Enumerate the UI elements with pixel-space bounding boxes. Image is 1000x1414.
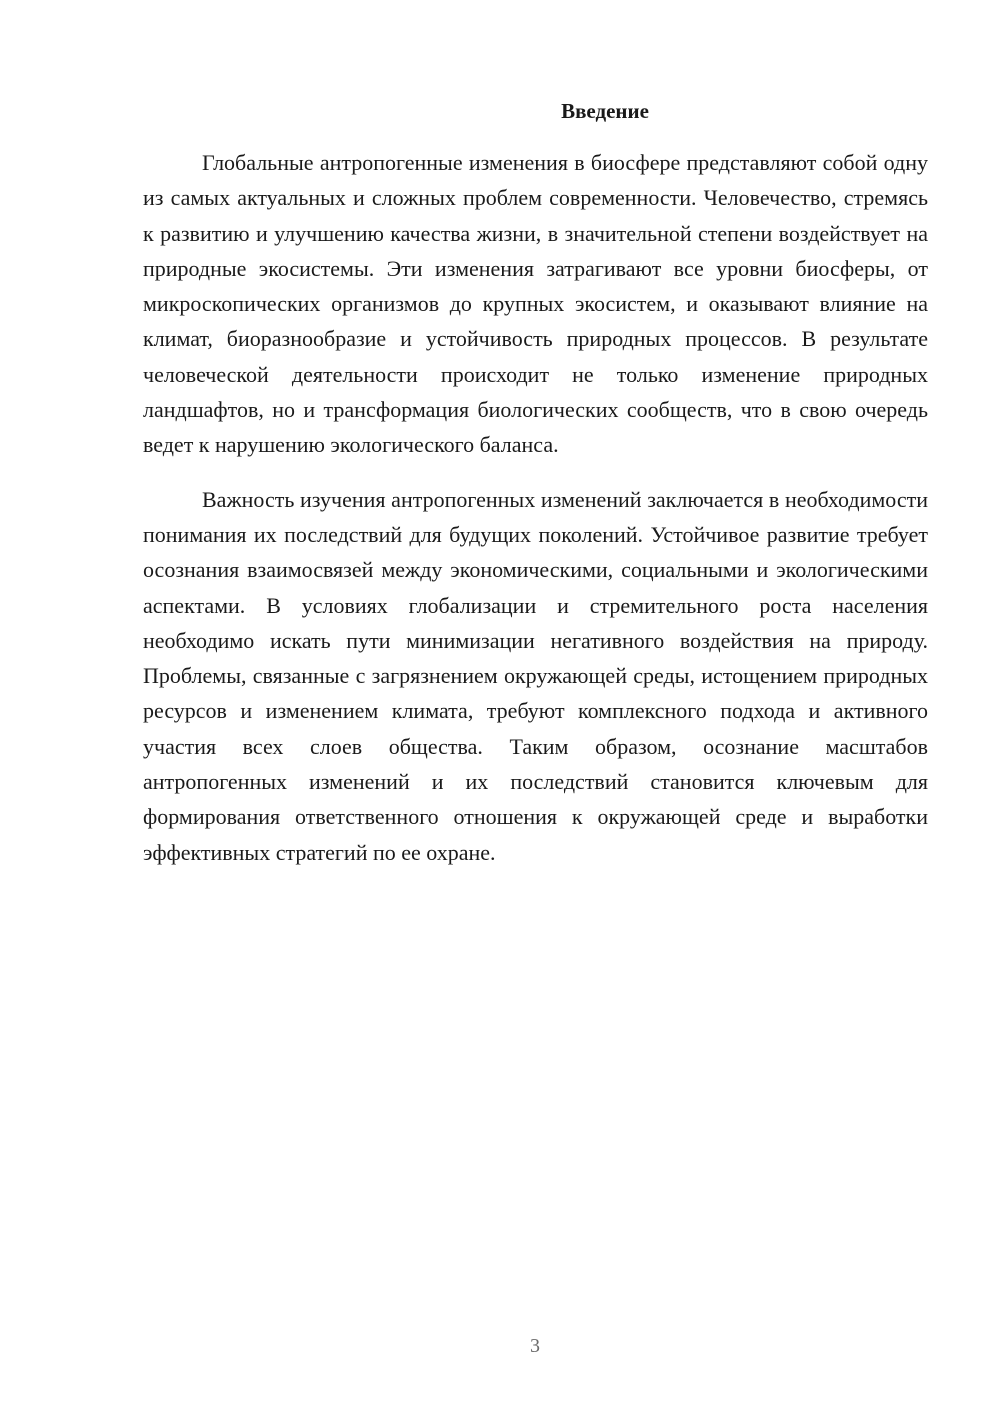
paragraph-2: Важность изучения антропогенных изменений заключается в необходимости понимания их последствий для будущих поколений. Устойчивое развитие требует осознания взаимосвязей между экономическими, социальными и экологическими аспектами. В условиях глобализации и стремительного роста населения необходимо искать пути минимизации негативного воздействия на природу. Проблемы, связанные с загрязнением окружающей среды, истощением природных ресурсов и изменением климата, требуют комплексного подхода и активного участия всех слоев общества. Таким образом, осознание масштабов антропогенных изменений и их последствий становится ключевым для формирования ответственного отношения к окружающей среде и выработки эффективных стратегий по ее охране. — [143, 486, 928, 865]
body-text — [143, 145, 928, 870]
paragraph-1: Глобальные антропогенные изменения в биосфере представляют собой одну из самых актуальных и сложных проблем современности. Человечество, стремясь к развитию и улучшению качества жизни, в значительной степени воздействует на природные экосистемы. Эти изменения затрагивают все уровни биосферы, от микроскопических организмов до крупных экосистем, и оказывают влияние на климат, биоразнообразие и устойчивость природных процессов. В результате человеческой деятельности происходит не только изменение природных ландшафтов, но и трансформация биологических сообществ, что в свою очередь ведет к нарушению экологического баланса. — [143, 150, 928, 458]
page-title: Введение — [561, 99, 649, 123]
page-number: 3 — [530, 1335, 540, 1357]
